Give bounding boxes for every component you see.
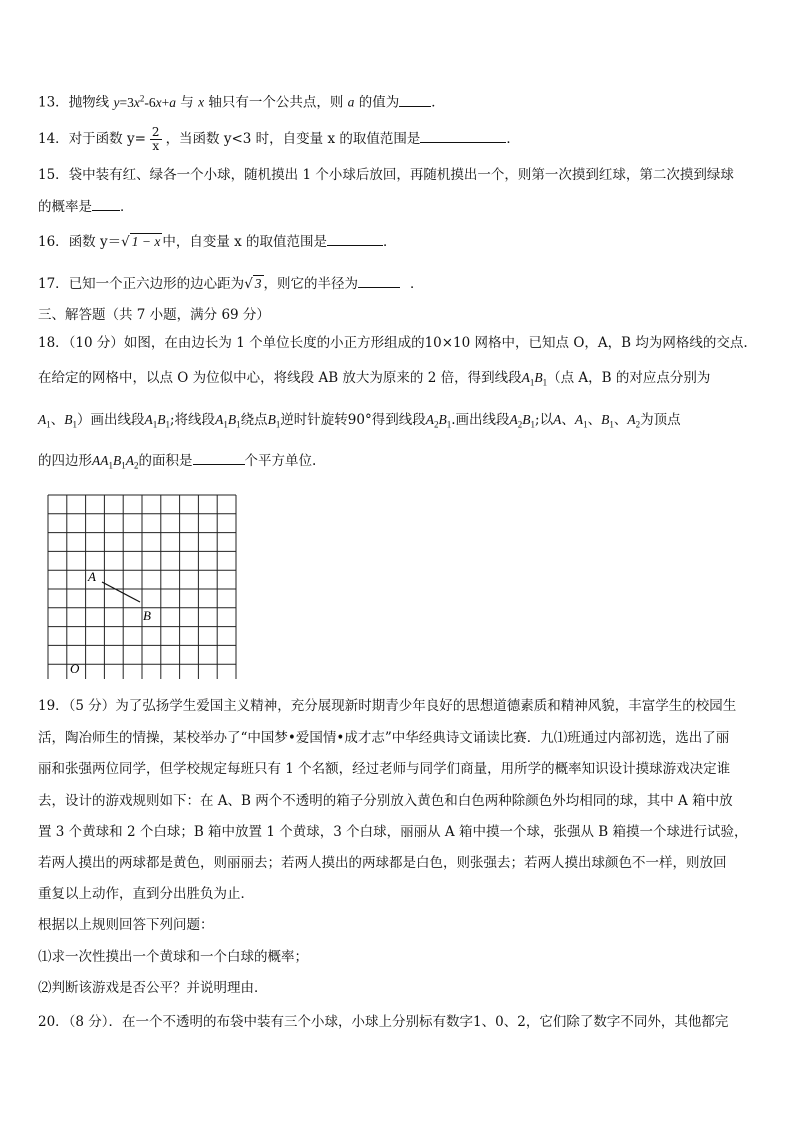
question-19-line3: 丽和张强两位同学，但学校规定每班只有 1 个名额，经过老师与同学们商量，用所学的概率知识设计摸球游戏决定谁 — [38, 761, 731, 777]
question-16: 16．函数 y＝√ 1 − x 中，自变量 x 的取值范围是 ． — [38, 234, 397, 250]
question-18-line1: 18．（10 分）如图，在由边长为 1 个单位长度的小正方形组成的10×10 网格中，已知点 O，A，B 均为网格线的交点. — [38, 335, 748, 351]
question-15-line2: 的概率是 ． — [38, 199, 134, 215]
q13-expression: $y=3x^2-6x+a$ — [113, 93, 176, 110]
grid-lines — [48, 495, 236, 679]
question-19-line10: ⑵判断该游戏是否公平？并说明理由． — [38, 980, 268, 996]
question-18-line4: 的四边形$AA_1B_1A_2$的面积是 个平方单位. — [38, 453, 317, 471]
answer-blank — [327, 233, 383, 246]
answer-blank — [420, 130, 506, 143]
question-13: 13．抛物线 $y=3x^2-6x+a$ 与 x 轴只有一个公共点，则 a 的值为 ． — [38, 93, 445, 111]
answer-blank — [399, 94, 431, 107]
label-a: A — [88, 569, 96, 584]
question-19-line4: 去，设计的游戏规则如下：在 A、B 两个不透明的箱子分别放入黄色和白色两种除颜色外均相同的球，其中 A 箱中放 — [38, 793, 733, 809]
question-17: 17．已知一个正六边形的边心距为√ 3 ，则它的半径为 ． — [38, 276, 424, 292]
question-20-line1: 20．（8 分）．在一个不透明的布袋中装有三个小球，小球上分别标有数字1、0、2，它们除了数字不同外，其他都完 — [38, 1014, 729, 1030]
grid-figure — [46, 493, 240, 679]
question-14: 14．对于函数 y= $\frac{2}{x}$ ，当函数 y<3 时，自变量 x 的取值范围是 ． — [38, 125, 520, 153]
question-18-line2: 在给定的网格中，以点 O 为位似中心，将线段 AB 放大为原来的 2 倍，得到线段$A_1B_1$（点 A，B 的对应点分别为 — [38, 370, 711, 388]
label-o: O — [70, 661, 80, 676]
answer-blank — [92, 198, 120, 211]
question-19-line7: 重复以上动作，直到分出胜负为止． — [38, 886, 254, 902]
question-19-line6: 若两人摸出的两球都是黄色，则丽丽去；若两人摸出的两球都是白色，则张强去；若两人摸出球颜色不一样，则放回 — [38, 855, 727, 871]
question-19-line1: 19．（5 分）为了弘扬学生爱国主义精神，充分展现新时期青少年良好的思想道德素质和精神风貌，丰富学生的校园生 — [38, 698, 737, 714]
question-19-line5: 置 3 个黄球和 2 个白球；B 箱中放置 1 个黄球，3 个白球，丽丽从 A 箱中摸一个球，张强从 B 箱摸一个球进行试验， — [38, 824, 748, 840]
segment-ab — [102, 582, 140, 602]
fraction: $\frac{2}{x}$ — [151, 125, 160, 153]
question-19-line9: ⑴求一次性摸出一个黄球和一个白球的概率； — [38, 949, 308, 965]
answer-blank — [193, 452, 245, 465]
answer-blank — [358, 275, 400, 288]
sqrt-symbol: √ 3 — [244, 276, 262, 292]
question-19-line2: 活，陶冶师生的情操，某校举办了“中国梦•爱国情•成才志”中华经典诗文诵读比赛．九⑴班通过内部初选，选出了丽 — [38, 730, 730, 746]
question-15-line1: 15．袋中装有红、绿各一个小球，随机摸出 1 个小球后放回，再随机摸出一个，则第一次摸到红球，第二次摸到绿球 — [38, 167, 734, 183]
label-b: B — [143, 608, 151, 623]
question-18-line3: $A_1$、$B_1$）画出线段$A_1B_1$;将线段$A_1B_1$绕点$B_1$逆时针旋转90°得到线段$A_2B_1$.画出线段$A_2B_1$;以A、$A_1$、$B_1$、$A_2$为顶点 — [38, 412, 681, 430]
section-heading: 三、解答题（共 7 小题，满分 69 分） — [38, 307, 270, 323]
question-19-line8: 根据以上规则回答下列问题： — [38, 917, 214, 933]
sqrt-symbol: √ 1 − x — [121, 234, 161, 250]
